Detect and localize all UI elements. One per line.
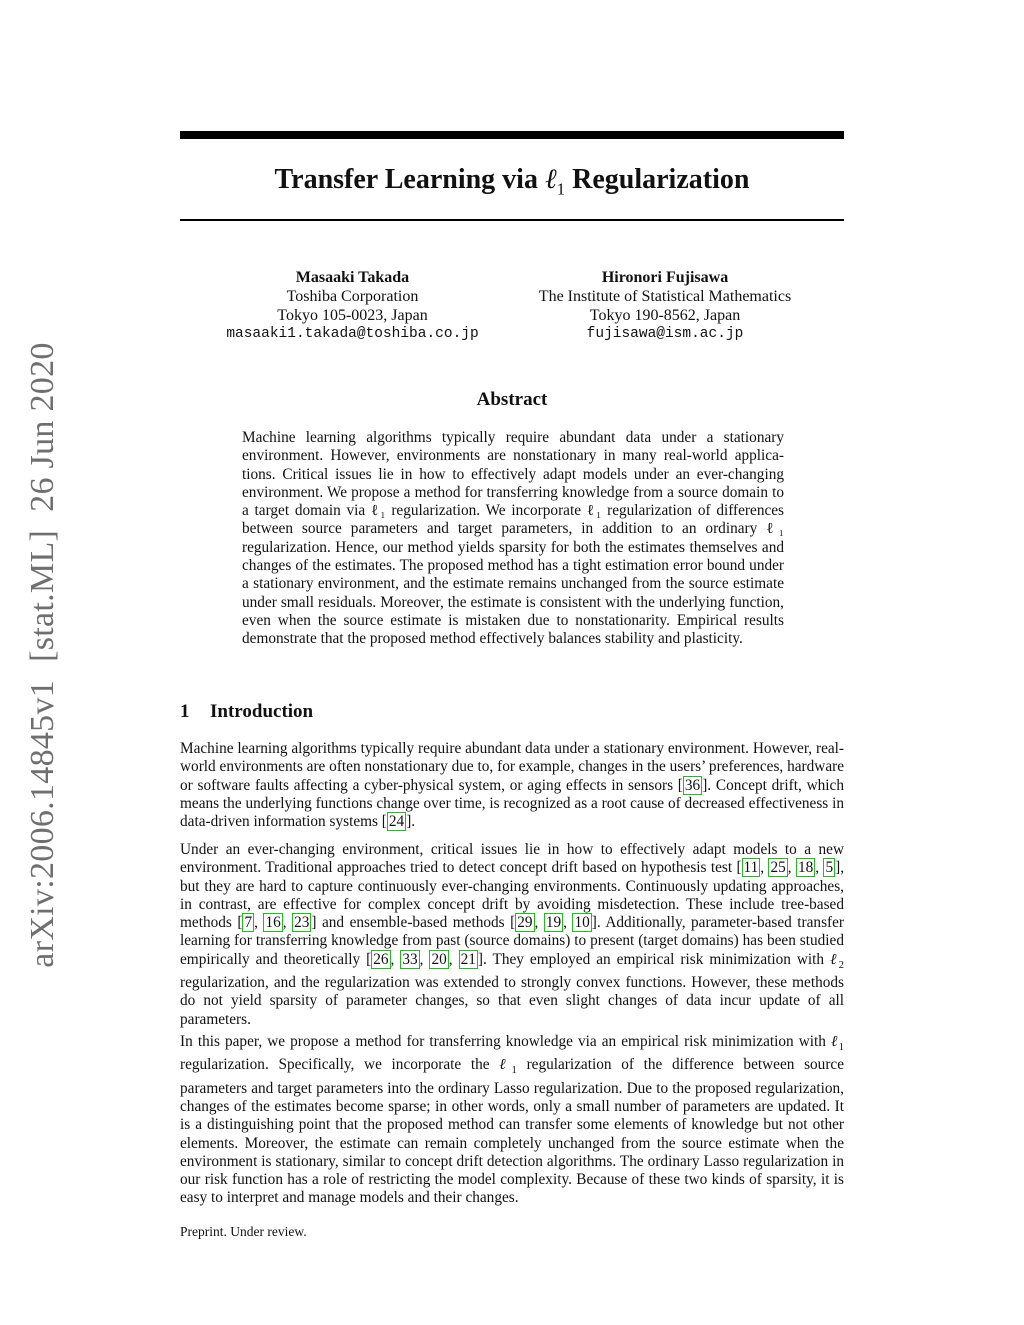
section-title: Introduction <box>210 701 314 722</box>
abstract-heading: Abstract <box>476 389 548 410</box>
intro-paragraph-2: Under an ever-changing environment, critical issues lie in how to effectively adapt models to a new environment. Traditional approaches tried to detect concept drift based on hypothesis test [ 11 , 25 , 18 , 5 ], but they are hard to capture continuously ever-changing environments. Continuously updating approaches, in contrast, are effective for complex concept drift by avoiding misdetection. These include tree-based methods [ 7 , 16 , 23 ] and ensemble-based methods [ 29 , 19 , 10 ]. Additionally, parameter-based transfer learning for transferring knowledge from past (source domains) to present (target domains) has been studied empirically and theoretically [ 26 , 33 , 20 , 21 ]. They employed an empirical risk minimization with ℓ$_2$ regularization, and the regularization was extended to strongly convex functions. However, these methods do not yield sparsity of parameter changes, so that even slight changes of data incur update of all parameters. <box>180 841 845 1028</box>
author-email[interactable]: masaaki1.takada@toshiba.co.jp <box>226 326 479 342</box>
author-block <box>510 268 820 344</box>
intro-paragraph-1: Machine learning algorithms typically require abundant data under a stationary environment. However, real-world environments are often nonstationary due to, for example, changes in the users’ preferences, hardware or software faults affecting a cyber-physical system, or aging effects in sensors [ 36 ]. Concept drift, which means the underlying functions change over time, is recognized as a root cause of decreased effectiveness in data-driven information systems [ 24 ]. <box>180 740 844 831</box>
citation-link[interactable]: 7 <box>244 914 253 932</box>
citation-link[interactable]: 26 <box>373 950 389 968</box>
footer-note: Preprint. Under review. <box>180 1224 307 1239</box>
math-symbol: ℓ$_2$ <box>830 950 844 971</box>
citation-link[interactable]: 16 <box>265 914 281 932</box>
citation-link[interactable]: 24 <box>388 813 405 831</box>
citation-link[interactable]: 19 <box>545 914 562 932</box>
arxiv-date: 26 Jun 2020 <box>24 342 61 512</box>
citation-link[interactable]: 25 <box>770 859 786 877</box>
citation-link[interactable]: 20 <box>431 950 447 968</box>
citation-link[interactable]: 21 <box>460 950 476 968</box>
intro-paragraph-3: In this paper, we propose a method for transferring knowledge via an empirical risk minimization with ℓ$_1$ regularization. Specifically, we incorporate the ℓ$_1$ regularization of the difference between source parameters and target parameters into the ordinary Lasso regularization. Due to the proposed regularization, changes of the estimates become sparse; in other words, only a small number of parameters are updated. It is a distinguishing point that the proposed method can transfer some elements of knowledge but not other elements. Moreover, the estimate can remain completely unchanged from the source estimate when the environment is stationary, similar to concept drift detection algorithms. The ordinary Lasso regularization in our risk function has a role of restricting the model complexity. Because of these two kinds of sparsity, it is easy to interpret and manage models and their changes. <box>180 1033 844 1207</box>
citation-link[interactable]: 33 <box>402 950 418 968</box>
author-address: Tokyo 190-8562, Japan <box>589 307 741 324</box>
arxiv-category: [stat.ML] <box>24 529 61 662</box>
math-symbol: ℓ$_1$ <box>499 1056 517 1077</box>
author-address: Tokyo 105-0023, Japan <box>277 307 428 324</box>
author-name: Masaaki Takada <box>295 269 410 286</box>
paper-title: Transfer Learning via ℓ$_1$ Regularization <box>274 164 750 199</box>
citation-link[interactable]: 23 <box>294 914 310 932</box>
arxiv-sidebar-stamp <box>24 342 62 967</box>
title-rule-bottom <box>180 219 844 221</box>
arxiv-id[interactable]: arXiv:2006.14845v1 <box>24 679 61 968</box>
section-number: 1 <box>180 701 190 722</box>
citation-link[interactable]: 10 <box>574 914 590 932</box>
author-block <box>200 268 505 344</box>
abstract-text: Machine learning algorithms typically require abundant data under a stationary environment. However, environments are nonstationary in many real-world applications. Critical issues lie in how to effectively adapt models under an ever-changing environment. We propose a method for transferring knowledge from a source domain to a target domain via ℓ₁ regularization. We incorporate ℓ₁ regularization of differences between source parameters and target parameters, in addition to an ordinary ℓ₁ regularization. Hence, our method yields sparsity for both the estimates themselves and changes of the estimates. The proposed method has a tight estimation error bound under a stationary environment, and the estimate remains unchanged from the source estimate under small residuals. Moreover, the estimate is consistent with the underlying function, even when the source estimate is mistaken due to nonstationarity. Empirical results demonstrate that the proposed method effectively balances stability and plasticity. <box>242 429 784 648</box>
citation-link[interactable]: 36 <box>684 776 701 794</box>
author-affiliation: The Institute of Statistical Mathematics <box>538 288 792 305</box>
citation-link[interactable]: 5 <box>825 859 834 877</box>
author-affiliation: Toshiba Corporation <box>286 288 419 305</box>
section-heading-introduction <box>180 700 313 724</box>
citation-link[interactable]: 29 <box>517 914 533 932</box>
math-symbol: ℓ$_1$ <box>831 1033 844 1054</box>
citation-link[interactable]: 18 <box>797 859 814 877</box>
author-name: Hironori Fujisawa <box>601 269 729 286</box>
title-rule-top <box>180 131 844 139</box>
author-email[interactable]: fujisawa@ism.ac.jp <box>586 326 744 342</box>
citation-link[interactable]: 11 <box>743 859 759 877</box>
